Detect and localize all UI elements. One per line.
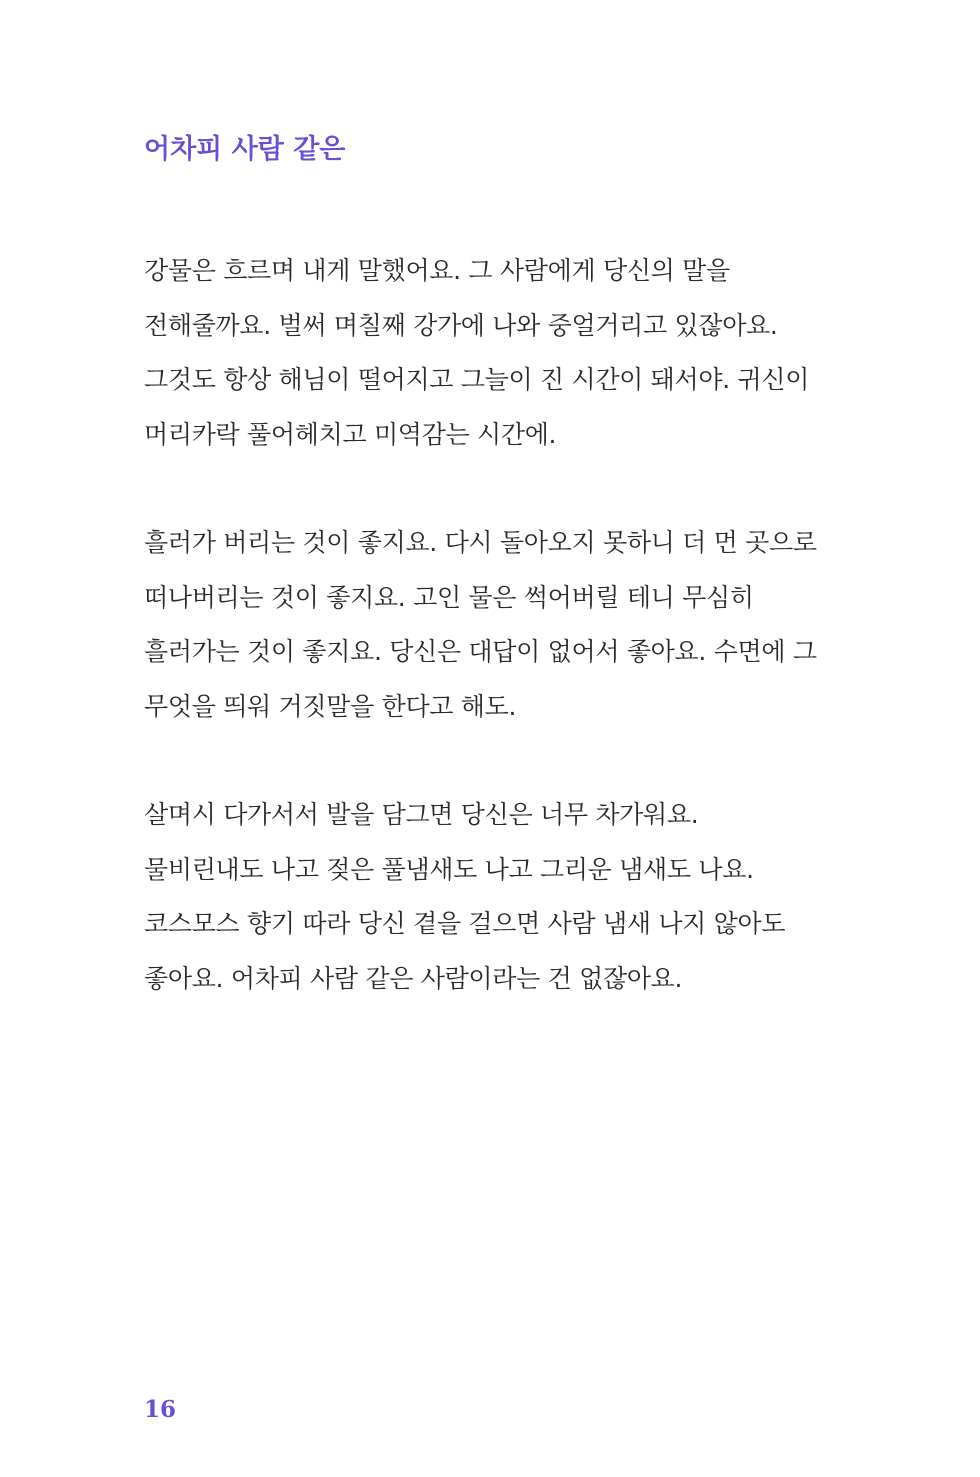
page-number: 16 xyxy=(144,1396,177,1423)
poem-line: 떠나버리는 것이 좋지요. 고인 물은 썩어버릴 테니 무심히 xyxy=(144,582,754,612)
poem-line: 코스모스 향기 따라 당신 곁을 걸으면 사람 냄새 나지 않아도 xyxy=(144,909,786,938)
poem-line: 전해줄까요. 벌써 며칠째 강가에 나와 중얼거리고 있잖아요. xyxy=(144,310,778,340)
poem-title: 어차피 사람 같은 xyxy=(144,134,346,165)
poem-line: 좋아요. 어차피 사람 같은 사람이라는 건 없잖아요. xyxy=(144,963,683,993)
stanza-1 xyxy=(144,244,844,462)
stanza-2 xyxy=(144,516,844,734)
poem-line: 그것도 항상 해님이 떨어지고 그늘이 진 시간이 돼서야. 귀신이 xyxy=(144,365,810,394)
poem-line: 물비린내도 나고 젖은 풀냄새도 나고 그리운 냄새도 나요. xyxy=(144,854,754,884)
poem-body xyxy=(144,244,844,1060)
poem-line: 무엇을 띄워 거짓말을 한다고 해도. xyxy=(144,691,517,721)
poem-line: 흘러가 버리는 것이 좋지요. 다시 돌아오지 못하니 더 먼 곳으로 xyxy=(144,528,817,557)
poem-line: 흘러가는 것이 좋지요. 당신은 대답이 없어서 좋아요. 수면에 그 xyxy=(144,637,817,666)
poem-line: 강물은 흐르며 내게 말했어요. 그 사람에게 당신의 말을 xyxy=(144,256,730,285)
poem-line: 머리카락 풀어헤치고 미역감는 시간에. xyxy=(144,419,557,449)
stanza-3 xyxy=(144,788,844,1006)
poem-line: 살며시 다가서서 발을 담그면 당신은 너무 차가워요. xyxy=(144,800,699,829)
